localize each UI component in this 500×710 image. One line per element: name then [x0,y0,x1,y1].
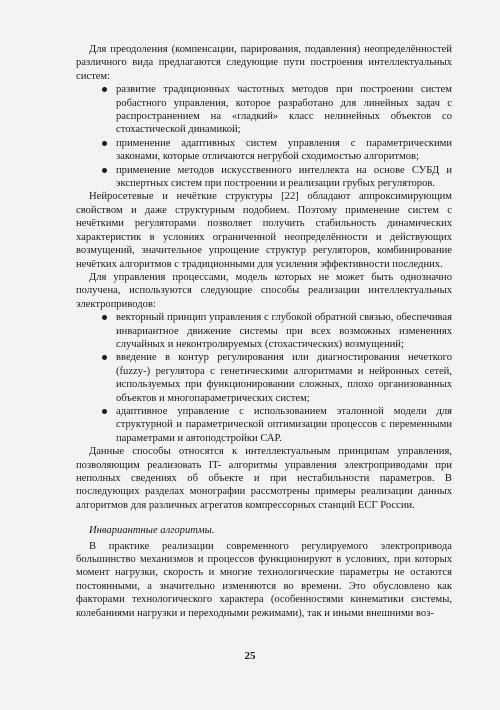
paragraph-control-methods: Для управления процессами, модель которых не может быть однозначно получена, используются следующие способы реализации интеллектуальных электроприводов: [76,271,452,310]
bullet-icon [102,168,107,173]
paragraph-invariant: В практике реализации современного регулируемого электропривода большинство механизмов и процессов функционируют в условиях, при которых момент нагрузки, скорость и многие технологические параметры не остаются постоянными, а значительно изменяются во времени. Это обусловлено как факторами технологического характера (особенностями кинематики системы, колебаниями нагрузки и переходными режимами), так и иными внешними воз- [76,540,452,619]
bullet-icon [102,87,107,92]
paragraph-neural-fuzzy: Нейросетевые и нечёткие структуры [22] обладают аппроксимирующим свойством и даже структурным подобием. Поэтому применение систем с нечёткими регуляторами позволяет получить стабильность динамических характеристик в условиях ограниченной неопределённости и действующих возмущений, значительное упрощение структур регуляторов, комбинирование нечётких алгоритмов с традиционными для усиления эффективности последних. [76,191,452,270]
bullet-list-1 [76,83,452,190]
list-item-text: введение в контур регулирования или диагностирования нечеткого (fuzzy-) регулятора с генетическими алгоритмами и нейронных сетей, используемых при функционировании сложных, плохо организованных объектов и многопараметрических систем; [116,352,452,404]
list-item [102,164,452,191]
paragraph-summary: Данные способы относятся к интеллектуальным принципам управления, позволяющим реализовать IT- алгоритмы управления электроприводами при неполных сведениях об объекте и при нестабильности параметров. В последующих разделах монографии рассмотрены примеры реализации данных алгоритмов для различных агрегатов компрессорных станций ЕСГ России. [76,446,452,511]
list-item-text: применение методов искусственного интеллекта на основе СУБД и экспертных систем при построении и реализации грубых регуляторов. [116,164,452,190]
list-item-text: векторный принцип управления с глубокой обратной связью, обеспечивая инвариантное движение системы при всех возможных изменениях случайных и неконтролируемых (стохастических) возмущений; [116,312,452,350]
list-item [102,137,452,164]
bullet-icon [102,315,107,320]
intro-paragraph: Для преодоления (компенсации, парирования, подавления) неопределённостей различного вида предлагаются следующие пути построения интеллектуальных систем: [76,44,452,82]
list-item [102,351,452,405]
list-item-text: адаптивное управление с использованием эталонной модели для структурной и параметрической оптимизации процессов с переменными параметрами и автоподстройки САР. [116,405,452,444]
page-number: 25 [244,650,256,662]
bullet-icon [102,409,107,414]
list-item [102,311,452,351]
section-subheading: Инвариантные алгоритмы. [89,525,215,537]
bullet-icon [102,355,107,360]
list-item [102,83,452,137]
list-item-text: применение адаптивных систем управления с параметрическими законами, которые отличаются негрубой сходимостью алгоритмов; [116,137,452,163]
list-item [102,405,452,445]
bullet-list-2 [76,311,452,445]
list-item-text: развитие традиционных частотных методов при построении систем робастного управления, которое разработано для линейных задач с распространением на «гладкий» класс нелинейных объектов со стохастической динамикой; [116,84,452,136]
bullet-icon [102,141,107,146]
